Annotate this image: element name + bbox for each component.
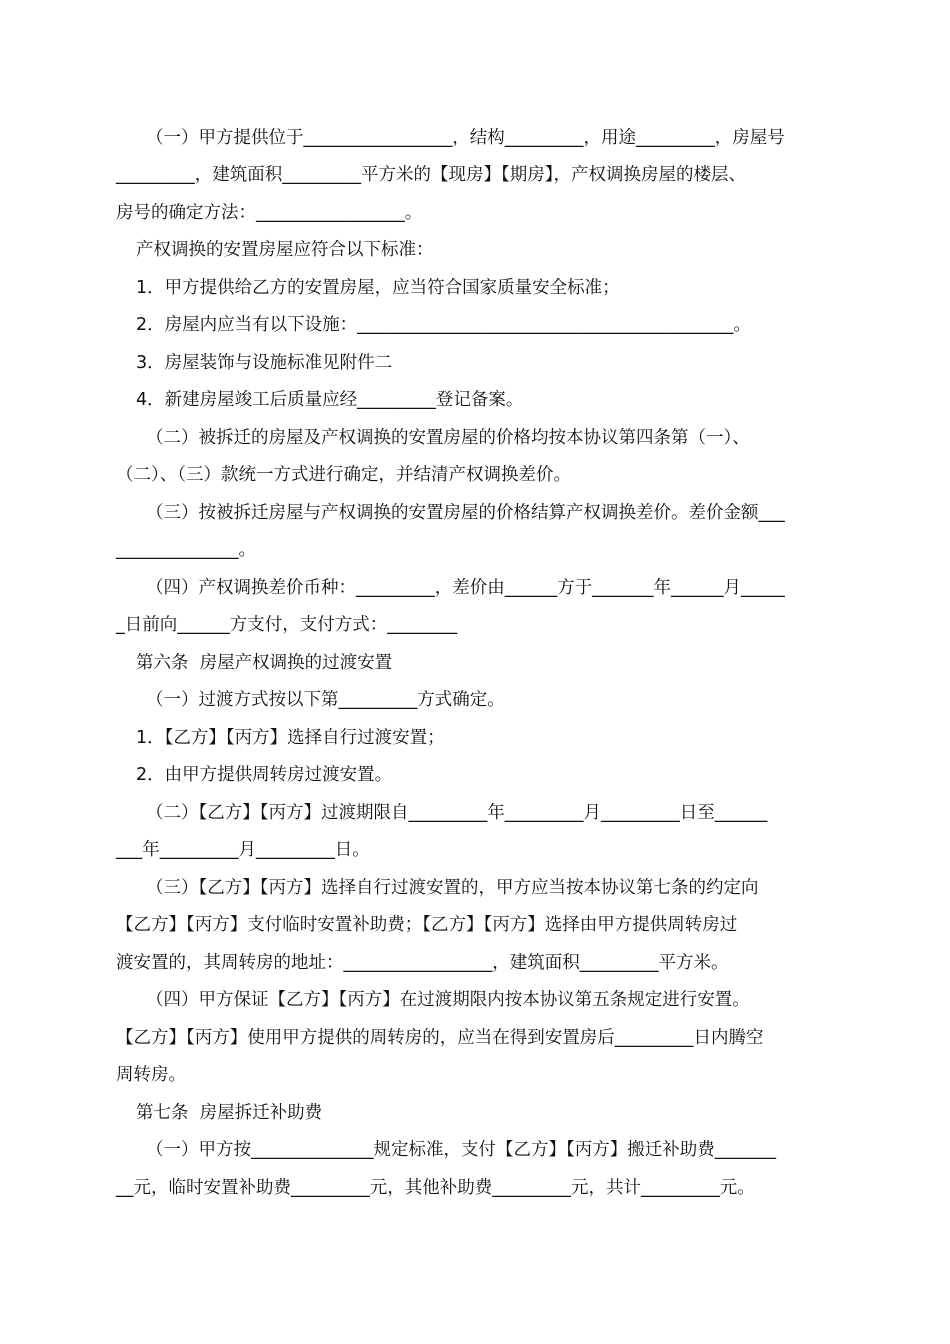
text-line: （一）甲方提供位于_________________，结构_________，用途_________，房屋号 bbox=[146, 128, 785, 148]
text-line: （一）甲方按______________规定标准，支付【乙方】【丙方】搬迁补助费_______ bbox=[146, 1140, 776, 1160]
text-line: （四）甲方保证【乙方】【丙方】在过渡期限内按本协议第五条规定进行安置。 bbox=[146, 990, 750, 1010]
text-line: （二）被拆迁的房屋及产权调换的安置房屋的价格均按本协议第四条第（一）、 bbox=[146, 428, 750, 448]
text-line: 渡安置的，其周转房的地址：_________________，建筑面积_________平方米。 bbox=[116, 953, 729, 973]
text-line: （三）【乙方】【丙方】选择自行过渡安置的，甲方应当按本协议第七条的约定向 bbox=[146, 878, 759, 898]
text-line: _________，建筑面积_________平方米的【现房】【期房】，产权调换房屋的楼层、 bbox=[116, 165, 746, 185]
text-line: _日前向______方支付，支付方式：________ bbox=[116, 615, 458, 635]
list-item: 1．甲方提供给乙方的安置房屋，应当符合国家质量安全标准； bbox=[136, 278, 620, 298]
text-line: （二）、（三）款统一方式进行确定，并结清产权调换差价。 bbox=[116, 465, 571, 485]
list-item: 3．房屋装饰与设施标准见附件二 bbox=[136, 353, 393, 373]
list-item: 4．新建房屋竣工后质量应经_________登记备案。 bbox=[136, 390, 524, 410]
text-line: 产权调换的安置房屋应符合以下标准： bbox=[136, 240, 434, 260]
list-item: 1．【乙方】【丙方】选择自行过渡安置； bbox=[136, 728, 445, 748]
list-item: 2．房屋内应当有以下设施：___________________________________________。 bbox=[136, 315, 751, 335]
text-line: 房号的确定方法：_________________。 bbox=[116, 203, 423, 223]
text-line: （四）产权调换差价币种：_________，差价由______方于_______年______月_____ bbox=[146, 578, 785, 598]
text-line: __元，临时安置补助费_________元，其他补助费_________元，共计_________元。 bbox=[116, 1178, 755, 1198]
text-line: ______________。 bbox=[116, 540, 256, 560]
text-line: （一）过渡方式按以下第_________方式确定。 bbox=[146, 690, 505, 710]
section-heading: 第六条 房屋产权调换的过渡安置 bbox=[136, 653, 393, 673]
text-line: 【乙方】【丙方】使用甲方提供的周转房的，应当在得到安置房后_________日内腾空 bbox=[116, 1028, 764, 1048]
text-line: ___年_________月_________日。 bbox=[116, 840, 370, 860]
text-line: 周转房。 bbox=[116, 1065, 186, 1085]
text-line: 【乙方】【丙方】支付临时安置补助费；【乙方】【丙方】选择由甲方提供周转房过 bbox=[116, 915, 738, 935]
text-line: （三）按被拆迁房屋与产权调换的安置房屋的价格结算产权调换差价。差价金额___ bbox=[146, 503, 785, 523]
text-line: （二）【乙方】【丙方】过渡期限自_________年_________月_________日至______ bbox=[146, 803, 768, 823]
list-item: 2．由甲方提供周转房过渡安置。 bbox=[136, 765, 393, 785]
section-heading: 第七条 房屋拆迁补助费 bbox=[136, 1103, 323, 1123]
